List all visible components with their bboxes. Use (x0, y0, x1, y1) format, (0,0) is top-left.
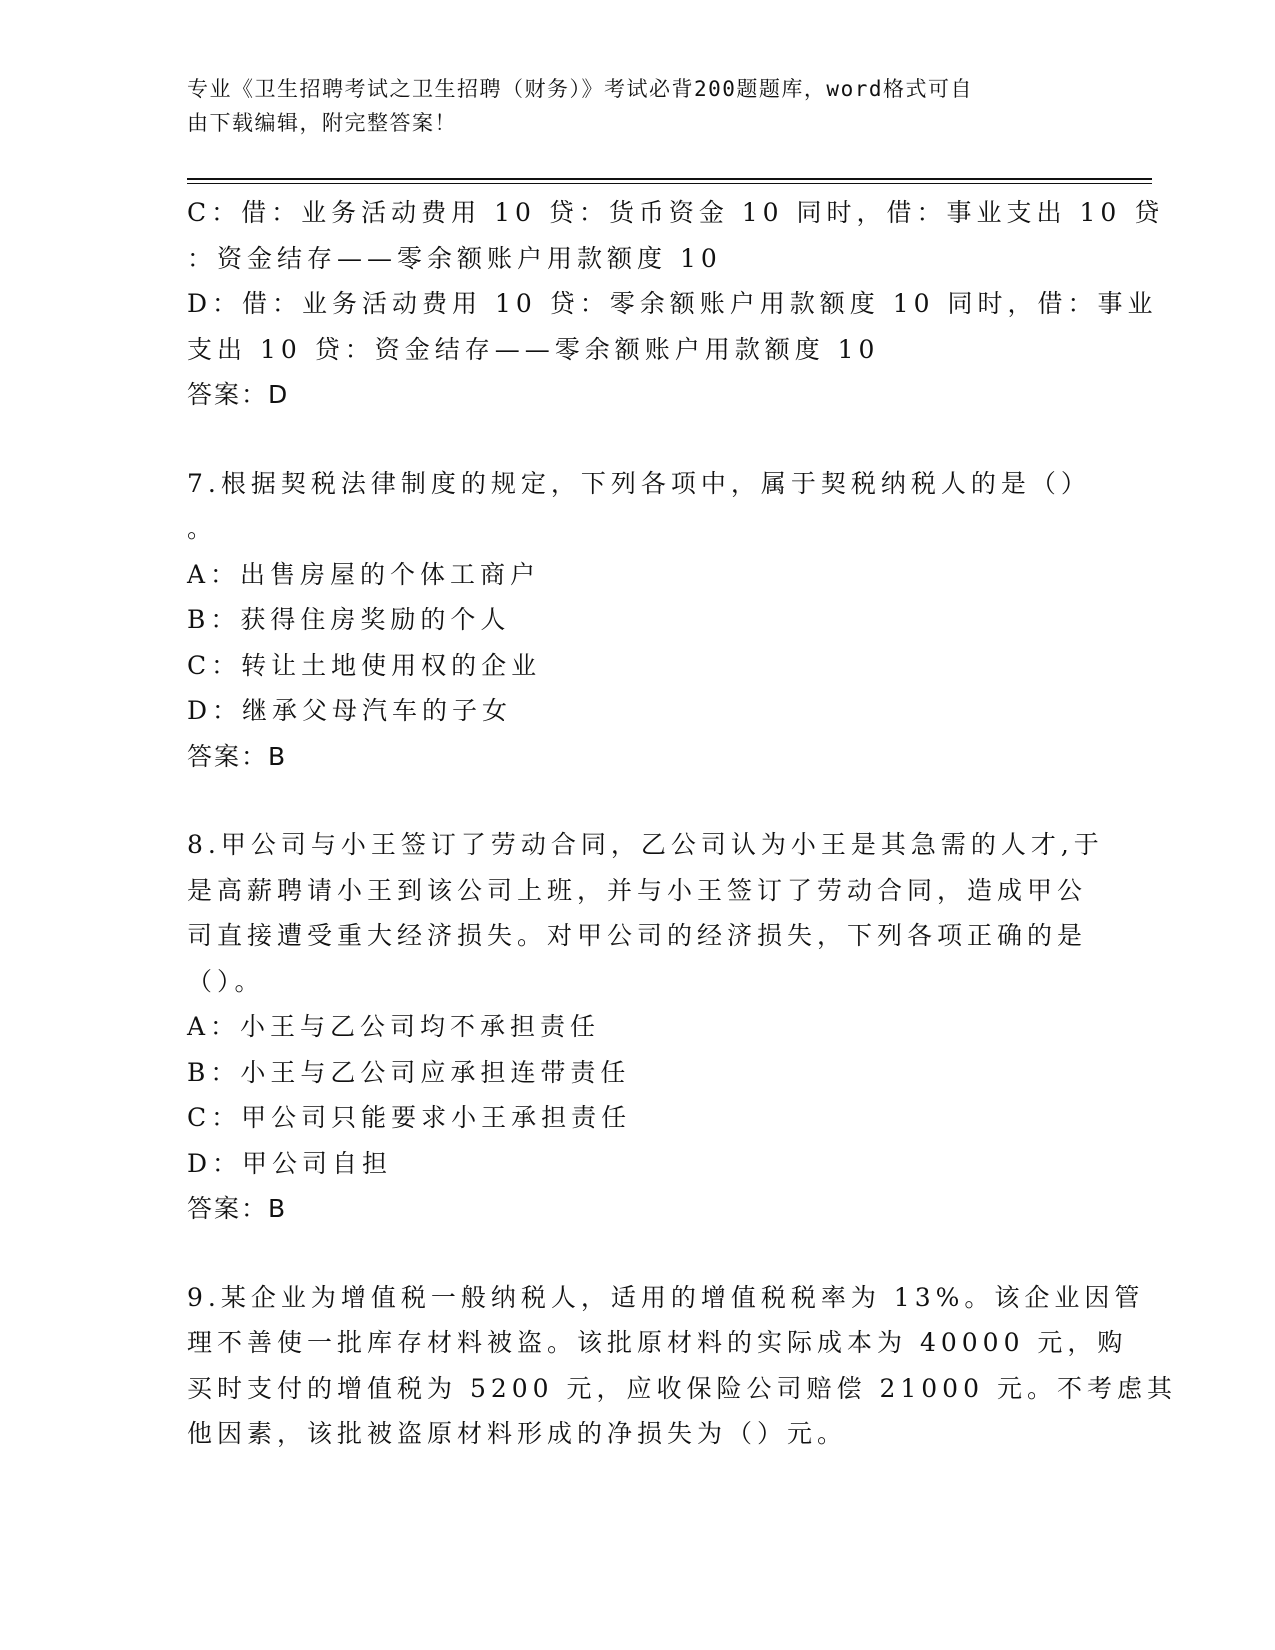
question-stem-line-2: 。 (187, 514, 218, 543)
question-7 (187, 461, 1091, 780)
answer-line: 答案：B (187, 1194, 288, 1223)
option-d-line-1: D：借：业务活动费用 10 贷：零余额账户用款额度 10 同时，借：事业 (187, 289, 1158, 318)
option-a: A：小王与乙公司均不承担责任 (187, 1012, 601, 1041)
option-d-line-2: 支出 10 贷：资金结存——零余额账户用款额度 10 (187, 334, 880, 364)
option-c-line-1: C：借：业务活动费用 10 贷：货币资金 10 同时，借：事业支出 10 贷 (187, 198, 1165, 227)
header-line-1: 专业《卫生招聘考试之卫生招聘（财务）》考试必背200题题库，word格式可自 (187, 77, 973, 101)
question-8 (187, 822, 1104, 1232)
question-stem-line-1: 8.甲公司与小王签订了劳动合同，乙公司认为小王是其急需的人才,于 (187, 830, 1104, 859)
option-c: C：甲公司只能要求小王承担责任 (187, 1103, 632, 1132)
question-stem-line-4: （）。 (187, 966, 265, 996)
question-stem-line-3: 买时支付的增值税为 5200 元，应收保险公司赔偿 21000 元。不考虑其 (187, 1373, 1177, 1403)
option-d: D：继承父母汽车的子女 (187, 696, 513, 725)
spacer (187, 779, 1087, 822)
page-header (187, 72, 1067, 140)
header-rule-thick (187, 178, 1152, 180)
header-rule-thin (187, 183, 1152, 184)
question-6-tail (187, 190, 1165, 418)
option-c: C：转让土地使用权的企业 (187, 650, 542, 680)
option-c-line-2: ：资金结存——零余额账户用款额度 10 (187, 243, 722, 273)
answer-line: 答案：D (187, 380, 290, 409)
question-stem-line-4: 他因素，该批被盗原材料形成的净损失为（）元。 (187, 1419, 848, 1448)
question-stem-line-2: 理不善使一批库存材料被盗。该批原材料的实际成本为 40000 元，购 (187, 1328, 1128, 1357)
question-stem-line-1: 9.某企业为增值税一般纳税人，适用的增值税税率为 13%。该企业因管 (187, 1282, 1145, 1312)
question-stem-line-2: 是高薪聘请小王到该公司上班，并与小王签订了劳动合同，造成甲公 (187, 875, 1088, 905)
option-a: A：出售房屋的个体工商户 (187, 559, 541, 589)
spacer (187, 1232, 1087, 1275)
question-stem-line-3: 司直接遭受重大经济损失。对甲公司的经济损失，下列各项正确的是 (187, 921, 1088, 950)
spacer (187, 418, 1087, 461)
answer-line: 答案：B (187, 741, 288, 771)
option-b: B：获得住房奖励的个人 (187, 605, 511, 634)
option-b: B：小王与乙公司应承担连带责任 (187, 1057, 631, 1087)
option-d: D：甲公司自担 (187, 1148, 393, 1178)
header-line-2: 由下载编辑，附完整答案！ (187, 111, 457, 135)
question-9 (187, 1275, 1177, 1457)
document-body (187, 190, 1177, 1457)
question-stem-line-1: 7.根据契税法律制度的规定，下列各项中，属于契税纳税人的是（） (187, 468, 1091, 498)
